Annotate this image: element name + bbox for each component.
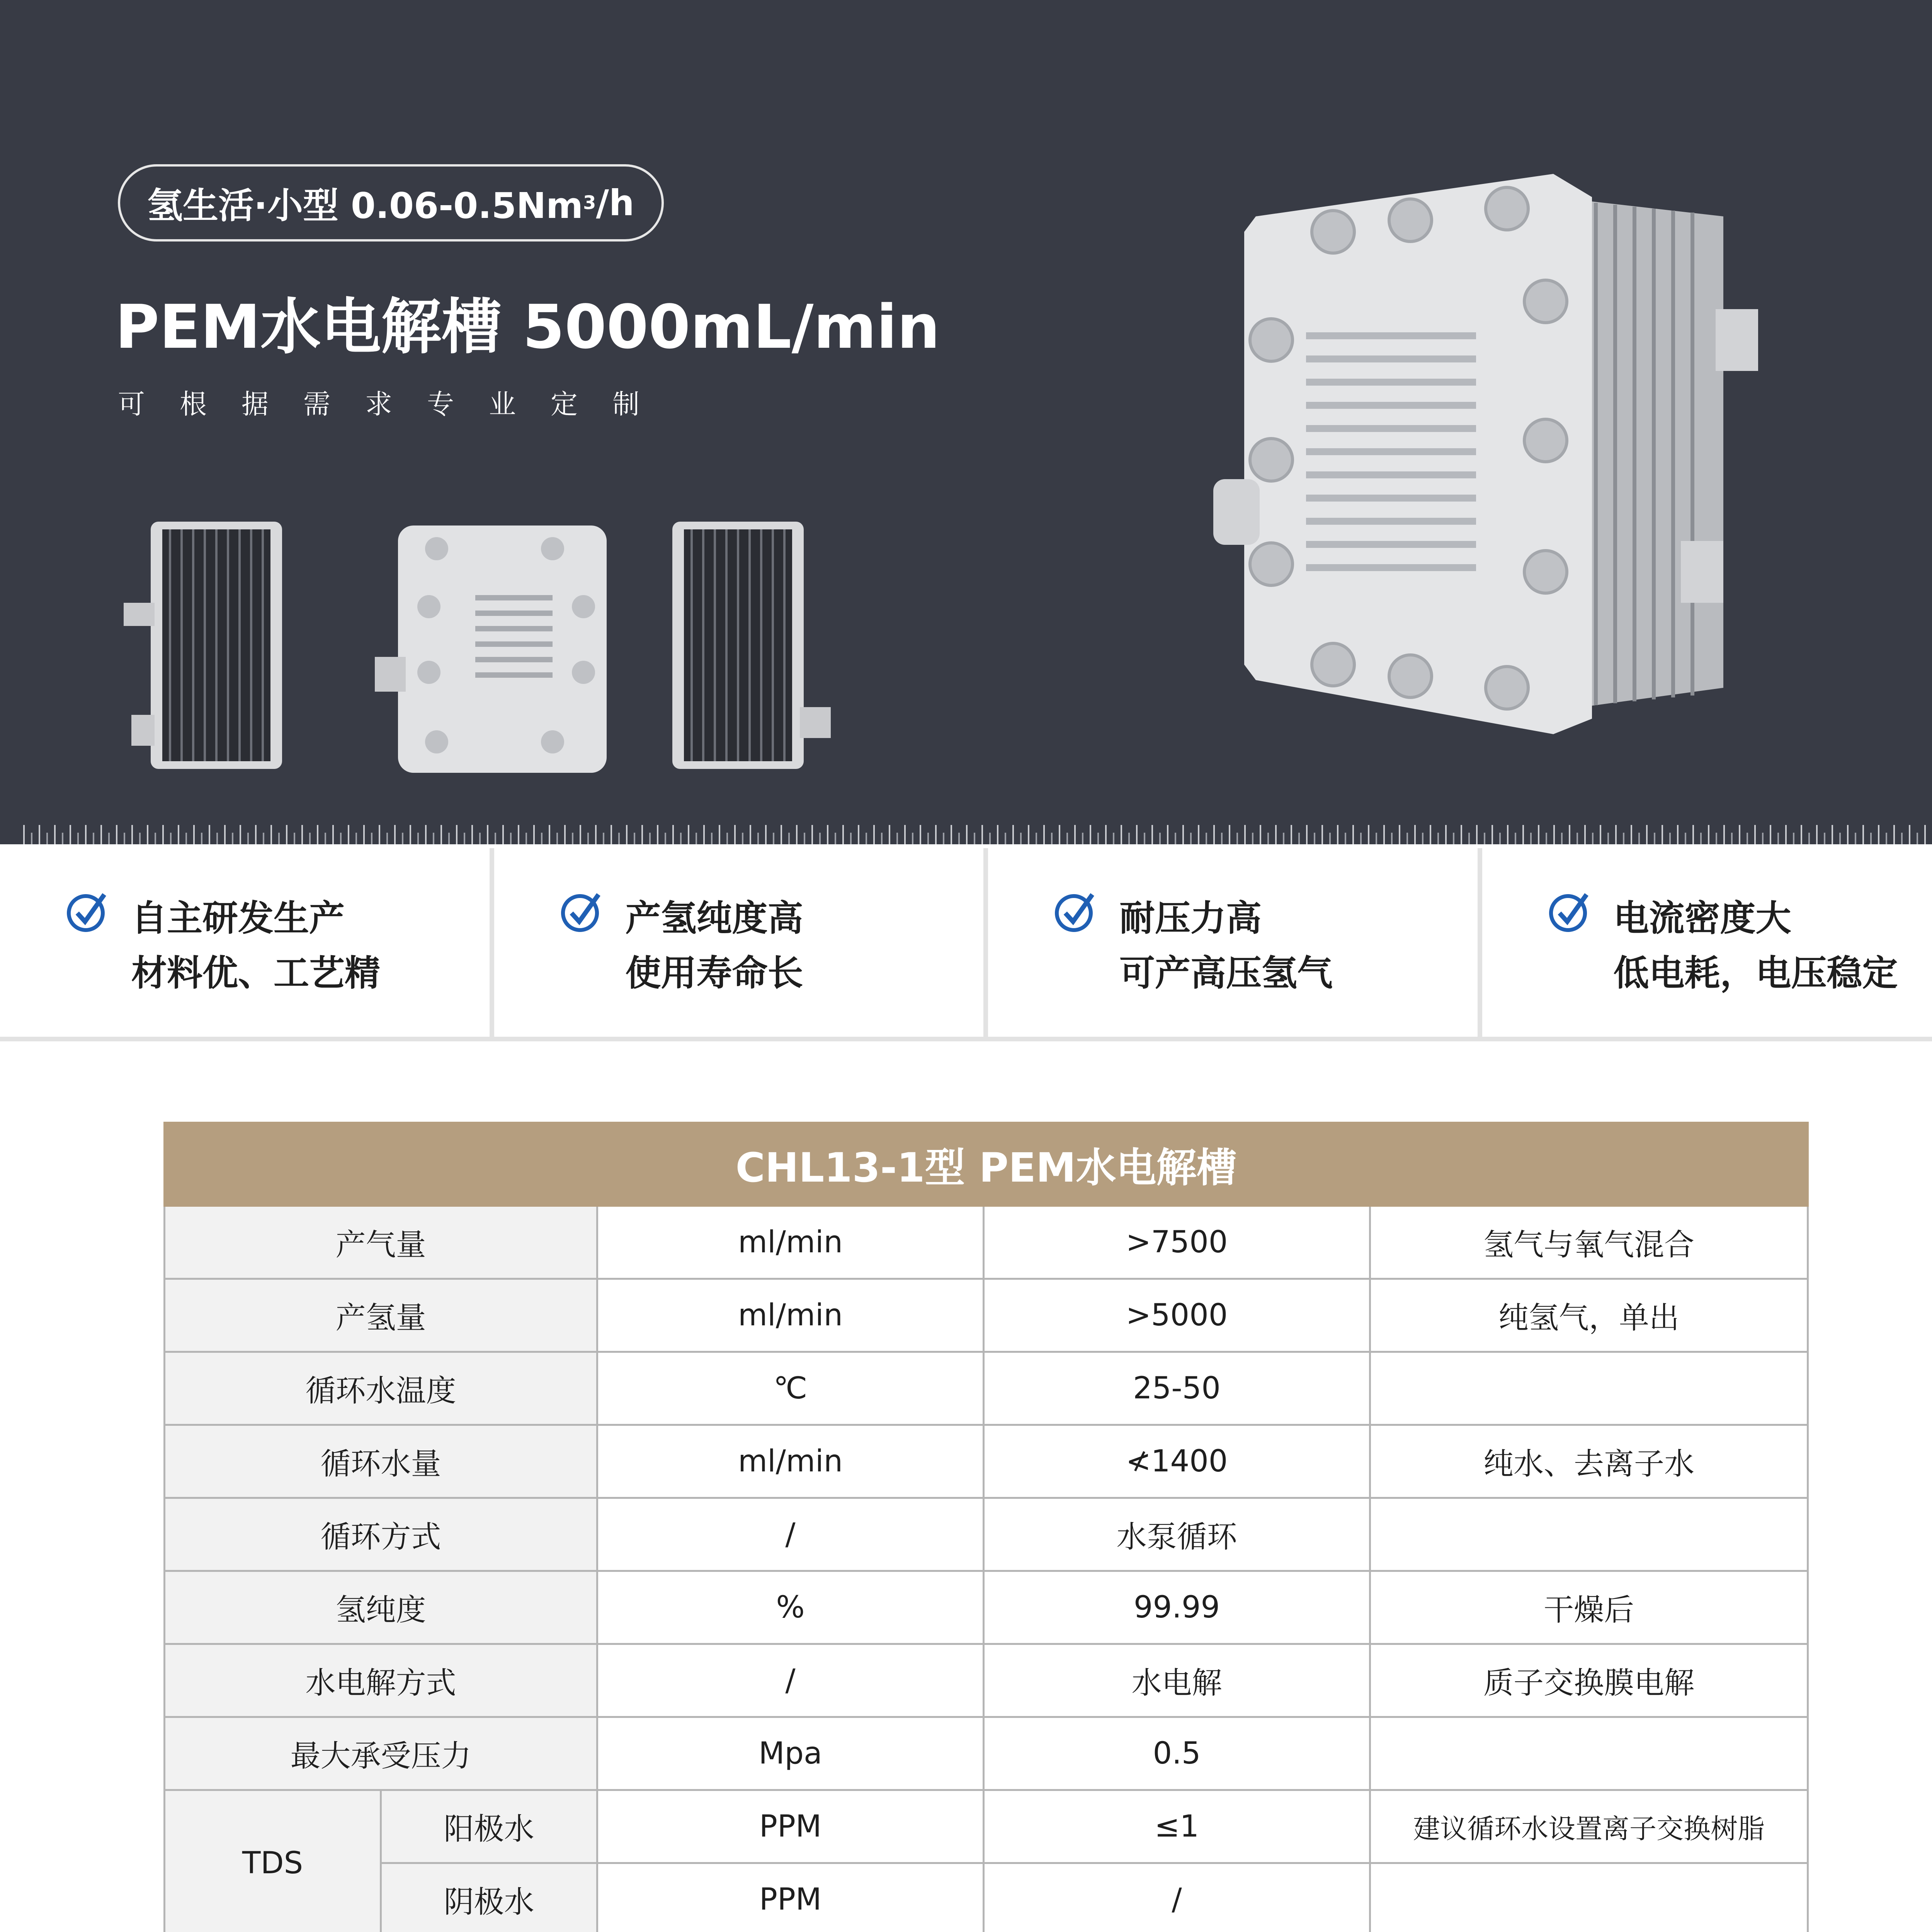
- feature-detail: 低电耗，电压稳定: [1613, 952, 1898, 994]
- row-note: 建议循环水设置离子交换树脂: [1370, 1790, 1808, 1863]
- table-row: [165, 1571, 1808, 1644]
- feature-detail: 使用寿命长: [625, 952, 803, 994]
- badge-text: 氢生活·小型 0.06-0.5Nm: [147, 185, 583, 226]
- row-value: >7500: [984, 1206, 1370, 1279]
- series-badge: [118, 164, 664, 242]
- table-row: [165, 1206, 1808, 1279]
- row-unit: ml/min: [597, 1206, 984, 1279]
- feature-title: 电流密度大: [1613, 898, 1791, 939]
- table-row: [165, 1425, 1808, 1498]
- table-row: [165, 1279, 1808, 1352]
- row-note: [1370, 1498, 1808, 1571]
- feature-title: 产氢纯度高: [625, 898, 803, 939]
- feature-item: [988, 848, 1482, 1037]
- row-value: 水泵循环: [984, 1498, 1370, 1571]
- table-row: [165, 1352, 1808, 1425]
- row-label: 最大承受压力: [165, 1717, 597, 1790]
- badge-unit: /h: [596, 182, 634, 224]
- row-label: 循环水量: [165, 1425, 597, 1498]
- row-note: 纯水、去离子水: [1370, 1425, 1808, 1498]
- row-label: 水电解方式: [165, 1644, 597, 1717]
- row-value: 0.5: [984, 1717, 1370, 1790]
- row-sublabel: 阴极水: [381, 1863, 597, 1932]
- row-value: 水电解: [984, 1644, 1370, 1717]
- ruler-decoration: [23, 810, 1932, 844]
- product-main-image: [1206, 162, 1762, 734]
- row-value: ≤1: [984, 1790, 1370, 1863]
- table-row: [165, 1644, 1808, 1717]
- row-value: 99.99: [984, 1571, 1370, 1644]
- hero-banner: [0, 0, 1932, 844]
- row-label: 循环水温度: [165, 1352, 597, 1425]
- row-value: 25-50: [984, 1352, 1370, 1425]
- group-label-tds: TDS: [165, 1790, 381, 1932]
- row-unit: ml/min: [597, 1425, 984, 1498]
- page-title: PEM水电解槽 5000mL/min: [115, 292, 940, 362]
- product-side-view-left: [116, 514, 309, 777]
- feature-detail: 可产高压氢气: [1119, 952, 1333, 994]
- row-unit: %: [597, 1571, 984, 1644]
- row-value: ≮1400: [984, 1425, 1370, 1498]
- product-side-view-right: [665, 514, 842, 777]
- feature-item: [494, 848, 988, 1037]
- table-row: [165, 1498, 1808, 1571]
- row-unit: ℃: [597, 1352, 984, 1425]
- row-label: 循环方式: [165, 1498, 597, 1571]
- row-unit: PPM: [597, 1863, 984, 1932]
- row-sublabel: 阳极水: [381, 1790, 597, 1863]
- feature-detail: 材料优、工艺精: [131, 952, 381, 994]
- row-label: 产氢量: [165, 1279, 597, 1352]
- check-circle-icon: [560, 891, 602, 933]
- badge-superscript: 3: [583, 192, 596, 214]
- row-unit: Mpa: [597, 1717, 984, 1790]
- feature-item: [1482, 848, 1932, 1037]
- row-label: 氢纯度: [165, 1571, 597, 1644]
- table-header: [165, 1123, 1808, 1206]
- row-note: [1370, 1352, 1808, 1425]
- feature-strip: [0, 848, 1932, 1041]
- feature-title: 自主研发生产: [131, 898, 345, 939]
- row-value: /: [984, 1863, 1370, 1932]
- table-row: [165, 1717, 1808, 1790]
- row-label: 产气量: [165, 1206, 597, 1279]
- table-row: [165, 1863, 1808, 1932]
- row-unit: PPM: [597, 1790, 984, 1863]
- row-note: [1370, 1717, 1808, 1790]
- feature-title: 耐压力高: [1119, 898, 1262, 939]
- row-value: >5000: [984, 1279, 1370, 1352]
- row-unit: /: [597, 1644, 984, 1717]
- table-title: CHL13-1型 PEM水电解槽: [165, 1123, 1808, 1206]
- product-front-view-small: [359, 510, 630, 781]
- check-circle-icon: [1054, 891, 1096, 933]
- table-row: [165, 1790, 1808, 1863]
- spec-table: [163, 1122, 1809, 1932]
- row-note: 氢气与氧气混合: [1370, 1206, 1808, 1279]
- check-circle-icon: [1548, 891, 1590, 933]
- row-unit: ml/min: [597, 1279, 984, 1352]
- page-subtitle: 可根据需求专业定制: [118, 388, 674, 420]
- row-note: 干燥后: [1370, 1571, 1808, 1644]
- feature-item: [0, 848, 494, 1037]
- row-unit: /: [597, 1498, 984, 1571]
- row-note: 质子交换膜电解: [1370, 1644, 1808, 1717]
- check-circle-icon: [66, 891, 108, 933]
- row-note: [1370, 1863, 1808, 1932]
- row-note: 纯氢气，单出: [1370, 1279, 1808, 1352]
